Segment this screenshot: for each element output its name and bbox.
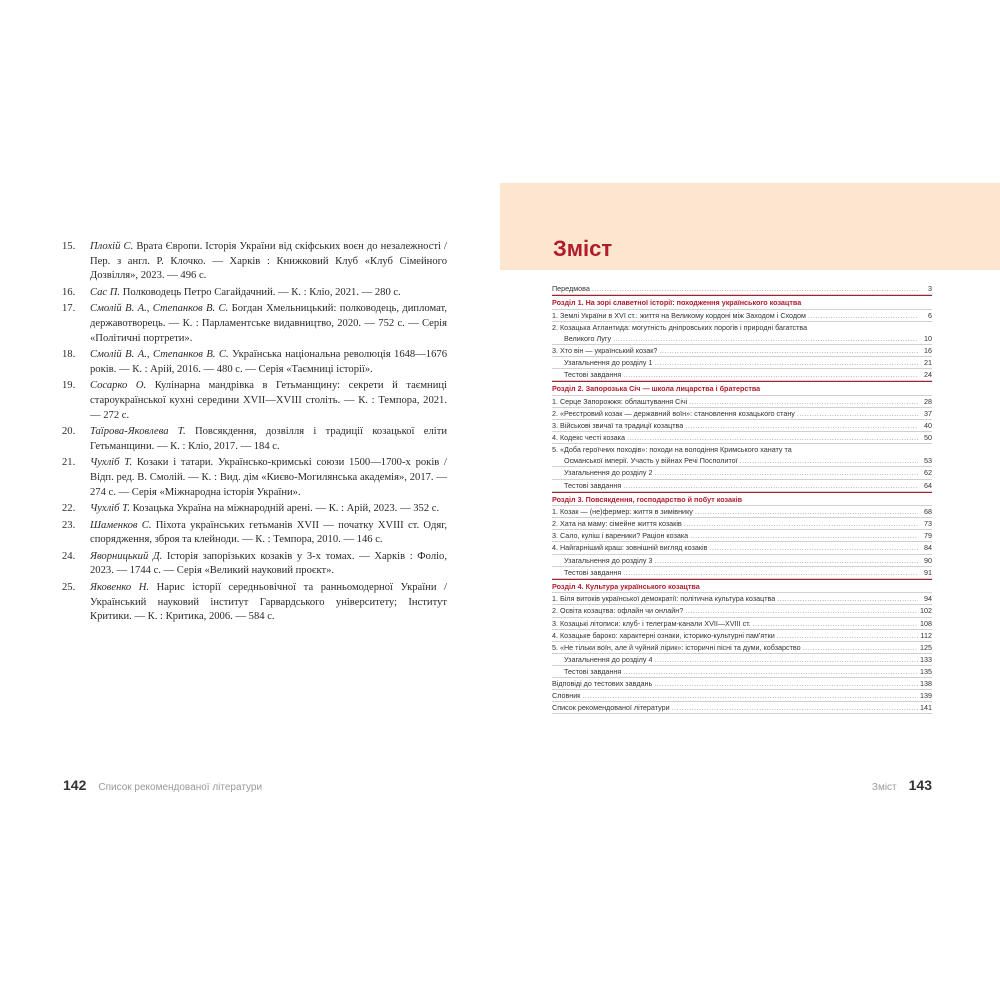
toc-entry-page: 50 <box>924 433 932 443</box>
toc-section-heading[interactable]: Розділ 1. На зорі славетної історії: походження українського козацтва <box>552 295 932 310</box>
entry-author: Яковенко Н. <box>90 582 150 594</box>
entry-number: 23. <box>62 519 76 531</box>
entry-number: 22. <box>62 503 76 515</box>
entry-author: Смолій В. А., Степанков В. С. <box>90 349 229 361</box>
leader-dots <box>627 432 918 443</box>
bibliography-entry <box>62 379 447 423</box>
leader-dots <box>582 690 918 701</box>
leader-dots <box>654 654 918 665</box>
leader-dots <box>803 642 918 653</box>
leader-dots <box>777 593 918 604</box>
toc-section-heading[interactable]: Розділ 2. Запорозька Січ — школа лицарства і братерства <box>552 381 932 396</box>
entry-text: Українська національна революція 1648—1676 років. — К. : Арій, 2016. — 480 с. — Серія «Таємниці історії». <box>90 349 447 375</box>
toc-entry-summary[interactable] <box>552 467 932 479</box>
entry-number: 21. <box>62 457 76 469</box>
toc-entry-label-cont: Османської імперії. Участь у війнах Речі Посполитої <box>564 456 738 466</box>
entry-text: Історія запорізьких козаків у 3-х томах. — Харків : Фоліо, 2023. — 1744 с. — Серія «Великий науковий проєкт». <box>90 550 447 577</box>
toc-entry-page: 64 <box>924 480 932 490</box>
entry-number: 17. <box>62 303 76 315</box>
toc-entry-summary[interactable] <box>552 357 932 369</box>
bibliography-entry <box>62 502 447 517</box>
leader-dots <box>654 357 918 368</box>
entry-text: Повсякдення, дозвілля і традиції козацької еліти Гетьманщини. — К. : Кліо, 2017. — 184 с. <box>90 426 447 452</box>
toc-entry[interactable] <box>552 630 932 642</box>
leader-dots <box>654 467 918 478</box>
bibliography-entry <box>62 581 447 625</box>
leader-dots <box>623 369 918 380</box>
toc-entry-label: 5. «Доба героїчних походів»: походи на володіння Кримського ханату та <box>552 445 792 455</box>
entry-text: Богдан Хмельницький: полководець, дипломат, державотворець. — К. : Парламентське видавництво, 2020. — 752 с. — Серія «Політичні портрети». <box>90 303 447 344</box>
footer-left <box>63 777 262 793</box>
entry-author: Шаменков С. <box>90 519 152 531</box>
toc-entry-page: 6 <box>928 310 932 320</box>
toc-entry-continuation <box>552 333 932 344</box>
running-head-left: Список рекомендованої літератури <box>98 782 263 793</box>
leader-dots <box>592 283 918 294</box>
toc-entry[interactable] <box>552 432 932 444</box>
toc-entry-label: Передмова <box>552 284 590 293</box>
leader-dots <box>690 530 918 541</box>
entry-text: Врата Європи. Історія України від скіфських воєн до незалежності / Пер. з англ. Р. Клочко. — Харків : Книжковий Клуб «Клуб Сімейного Дозвілля», 2023. — 496 с. <box>90 241 447 282</box>
bibliography-entry <box>62 519 447 548</box>
toc-entry-page: 79 <box>924 531 932 541</box>
toc-entry-label: 1. Землі України в XVI ст.: життя на Великому кордоні між Заходом і Сходом <box>552 310 806 320</box>
toc-entry[interactable] <box>552 530 932 542</box>
bibliography-entry <box>62 550 447 579</box>
entry-author: Чухліб Т. <box>90 457 133 469</box>
toc-entry-page: 108 <box>920 618 932 628</box>
toc-entry-label: 3. Козацькі літописи: клуб- і телеграм-канали XVII—XVIII ст. <box>552 618 751 628</box>
entry-text: Кулінарна мандрівка в Гетьманщину: секрети й таємниці староукраїнської кухні середини XVII—XVIII століть. — К. : Темпора, 2021. — 272 с. <box>90 380 448 421</box>
toc-entry-page: 40 <box>924 421 932 431</box>
entry-author: Сас П. <box>90 286 121 298</box>
toc-section-heading[interactable]: Розділ 4. Культура українського козацтва <box>552 579 932 594</box>
toc-entry-page: 10 <box>924 333 932 343</box>
bibliography-list <box>62 240 447 627</box>
toc-entry-test[interactable] <box>552 480 932 492</box>
toc-entry-page: 24 <box>924 370 932 380</box>
entry-author: Смолій В. А., Степанков В. С. <box>90 303 229 315</box>
leader-dots <box>654 678 918 689</box>
toc-entry-label: 2. «Реєстровий козак — державний воїн»: становлення козацького стану <box>552 408 795 418</box>
toc-entry-label: 2. Козацька Атлантида: могутність дніпровських порогів і природні багатства <box>552 322 808 332</box>
toc-entry-label-cont: Великого Лугу <box>564 333 612 343</box>
toc-entry-label: Узагальнення до розділу 4 <box>564 654 653 664</box>
toc-entry-test[interactable] <box>552 567 932 579</box>
toc-entry-page: 73 <box>924 519 932 529</box>
leader-dots <box>797 408 918 419</box>
toc-entry-label: 4. Козацьке бароко: характерні ознаки, історико-культурні пам’ятки <box>552 630 775 640</box>
entry-number: 19. <box>62 380 76 392</box>
toc-entry[interactable] <box>552 618 932 630</box>
toc-entry-label: Відповіді до тестових завдань <box>552 679 653 688</box>
toc-entry-page: 94 <box>924 594 932 604</box>
toc-entry-page: 141 <box>920 703 932 713</box>
toc-entry-page: 21 <box>924 358 932 368</box>
entry-number: 25. <box>62 582 76 594</box>
toc-entry-page: 91 <box>924 567 932 577</box>
toc-entry-page: 135 <box>920 666 932 676</box>
leader-dots <box>684 518 918 529</box>
toc-entry-label: Тестові завдання <box>564 370 622 380</box>
toc-entry-page: 62 <box>924 468 932 478</box>
toc-entry-label: 1. Козак — (не)фермер: життя в зимівнику <box>552 507 693 517</box>
leader-dots <box>689 396 918 407</box>
toc-entry-page: 90 <box>924 555 932 565</box>
toc-entry-label: 1. Біля витоків української демократії: політична культура козацтва <box>552 594 776 604</box>
page-number-right: 143 <box>908 777 932 793</box>
toc-entry-label: Список рекомендованої літератури <box>552 703 670 713</box>
entry-author: Чухліб Т. <box>90 503 130 515</box>
page-number-left: 142 <box>63 777 87 793</box>
toc-entry[interactable] <box>552 506 932 518</box>
toc-entry[interactable] <box>552 310 932 322</box>
entry-author: Плохій С. <box>90 241 134 252</box>
toc-entry-tail[interactable] <box>552 678 932 690</box>
toc-entry-label: Узагальнення до розділу 1 <box>564 358 653 368</box>
toc-section-heading[interactable]: Розділ 3. Повсякдення, господарство й побут козаків <box>552 492 932 507</box>
toc-title: Зміст <box>553 236 613 261</box>
toc-entry-label: 5. «Не тільки воїн, але й чуйний лірик»: історичні пісні та думи, кобзарство <box>552 642 801 652</box>
toc-entry-label: 4. Кодекс честі козака <box>552 433 625 443</box>
leader-dots <box>695 506 918 517</box>
toc-entry-label: 2. Хата на маму: сімейне життя козаків <box>552 519 682 529</box>
toc-entry[interactable] <box>552 420 932 432</box>
toc-entry-label: Словник <box>552 691 581 701</box>
toc-entry-label: 3. Хто він — український козак? <box>552 345 658 355</box>
bibliography-entry <box>62 348 447 377</box>
leader-dots <box>659 345 918 356</box>
toc-entry[interactable] <box>552 593 932 605</box>
toc-entry-test[interactable] <box>552 369 932 381</box>
toc-entry-summary[interactable] <box>552 654 932 666</box>
leader-dots <box>808 310 918 321</box>
toc-entry-summary[interactable] <box>552 555 932 567</box>
toc-entry-continuation <box>552 455 932 466</box>
toc-entry[interactable] <box>552 542 932 554</box>
toc-entry-page: 37 <box>924 408 932 418</box>
entry-text: Нарис історії середньовічної та ранньомодерної України / Український науковий інститут Гарвардського університету; Інститут Критики. — К. : Критика, 2006. — 584 с. <box>90 582 447 623</box>
toc-entry-preface[interactable] <box>552 283 932 295</box>
entry-number: 15. <box>62 241 76 252</box>
toc-entry-page: 138 <box>920 679 932 688</box>
leader-dots <box>685 420 918 431</box>
toc-entry-page: 133 <box>920 654 932 664</box>
leader-dots <box>753 618 918 629</box>
toc-entry-label: 2. Освіта козацтва: офлайн чи онлайн? <box>552 606 684 616</box>
toc-entry-page: 84 <box>924 543 932 553</box>
entry-author: Яворницький Д. <box>90 550 163 562</box>
toc-entry[interactable] <box>552 396 932 408</box>
entry-text: Козацька Україна на міжнародній арені. — К. : Арій, 2023. — 352 с. <box>129 503 440 515</box>
toc-entry-label: Узагальнення до розділу 2 <box>564 468 653 478</box>
toc-entry-page: 112 <box>920 630 932 640</box>
toc-entry[interactable] <box>552 605 932 617</box>
entry-number: 18. <box>62 349 76 361</box>
toc-entry[interactable] <box>552 518 932 530</box>
running-head-right: Зміст <box>871 782 897 793</box>
leader-dots <box>777 630 918 641</box>
leader-dots <box>685 605 918 616</box>
entry-number: 16. <box>62 286 76 298</box>
leader-dots <box>672 702 918 713</box>
entry-author: Сосарко О. <box>90 380 147 392</box>
entry-number: 24. <box>62 550 76 562</box>
toc-entry-page: 139 <box>920 691 932 701</box>
leader-dots <box>613 333 918 344</box>
toc-entry-page: 28 <box>924 396 932 406</box>
toc-entry[interactable] <box>552 444 932 467</box>
toc-entry-tail[interactable] <box>552 690 932 702</box>
bibliography-entry <box>62 240 447 284</box>
entry-text: Піхота українських гетьманів XVII — початку XVIII ст. Одяг, спорядження, зброя та клейноди. — К. : Темпора, 2010. — 146 с. <box>90 519 448 546</box>
bibliography-entry <box>62 302 447 346</box>
toc-entry-label: Тестові завдання <box>564 666 622 676</box>
toc-entry[interactable] <box>552 408 932 420</box>
bibliography-entry <box>62 286 447 301</box>
footer-right <box>872 777 932 793</box>
leader-dots <box>623 666 918 677</box>
toc-entry[interactable] <box>552 322 932 345</box>
leader-dots <box>654 555 918 566</box>
toc-entry-page: 16 <box>924 345 932 355</box>
toc-entry-label: 1. Серце Запорожжя: облаштування Січі <box>552 396 688 406</box>
toc-entry[interactable] <box>552 345 932 357</box>
table-of-contents <box>552 283 932 714</box>
toc-entry-page: 3 <box>928 284 932 293</box>
toc-entry-test[interactable] <box>552 666 932 678</box>
leader-dots <box>740 455 918 466</box>
toc-entry-label: Тестові завдання <box>564 567 622 577</box>
leader-dots <box>623 480 918 491</box>
entry-text: Козаки і татари. Українсько-кримські союзи 1500—1700-х років / Відп. ред. В. Смолій. — К. : Вид. дім «Києво-Могилянська академія», 2017. — 274 с. — Серія «Міжнародна історія України». <box>90 457 447 498</box>
toc-entry-label: 3. Військові звичаї та традиції козацтва <box>552 421 684 431</box>
toc-entry-page: 125 <box>920 642 932 652</box>
bibliography-entry <box>62 456 447 500</box>
entry-author: Таїрова-Яковлева Т. <box>90 426 186 438</box>
toc-entry-page: 102 <box>920 606 932 616</box>
toc-entry-tail[interactable] <box>552 702 932 714</box>
toc-entry-label: Тестові завдання <box>564 480 622 490</box>
leader-dots <box>623 567 918 578</box>
toc-entry-label: 3. Сало, куліш і вареники? Раціон козака <box>552 531 689 541</box>
toc-entry-page: 53 <box>924 456 932 466</box>
entry-number: 20. <box>62 426 76 438</box>
leader-dots <box>709 542 918 553</box>
bibliography-entry <box>62 425 447 454</box>
toc-entry-label: Узагальнення до розділу 3 <box>564 555 653 565</box>
toc-entry-label: 4. Найгарніший краш: зовнішній вигляд козаків <box>552 543 708 553</box>
toc-entry-page: 68 <box>924 507 932 517</box>
entry-text: Полководець Петро Сагайдачний. — К. : Кліо, 2021. — 280 с. <box>120 286 401 298</box>
toc-entry[interactable] <box>552 642 932 654</box>
